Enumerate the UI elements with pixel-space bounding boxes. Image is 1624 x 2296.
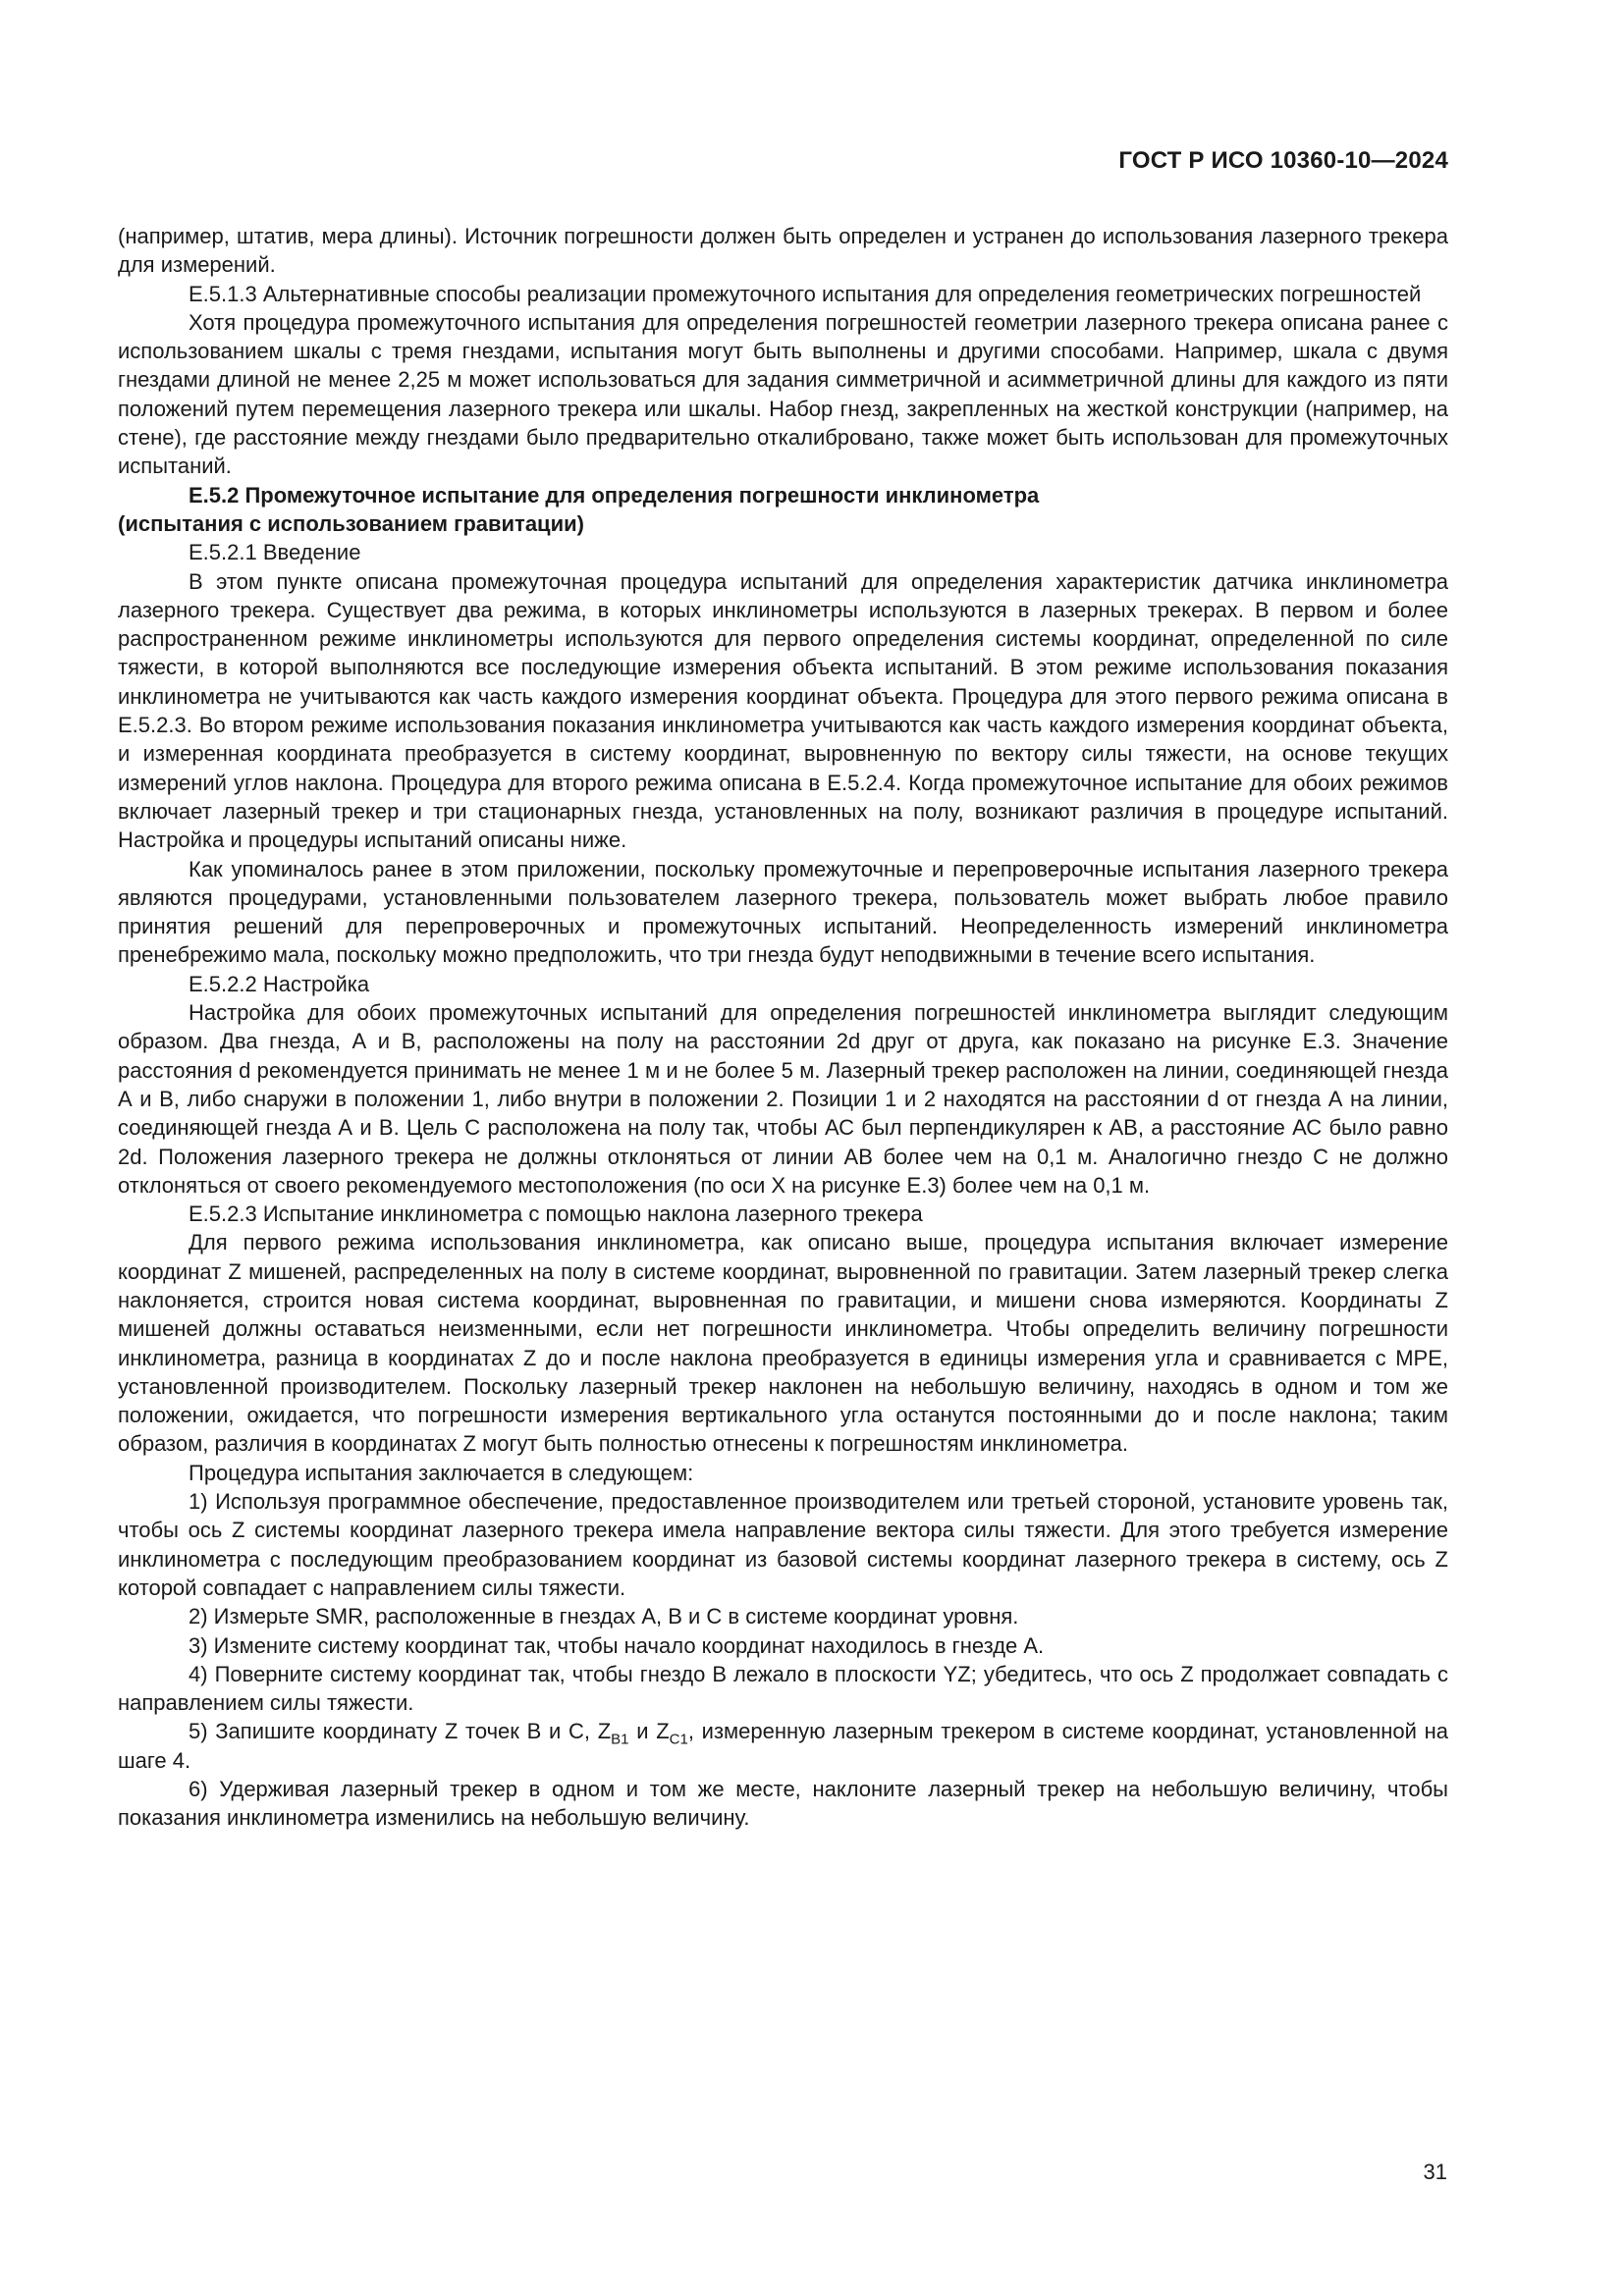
subscript: C1 bbox=[669, 1731, 688, 1748]
paragraph: Хотя процедура промежуточного испытания для определения погрешностей геометрии лазерного трекера описана ранее с использованием шкалы с тремя гнездами, испытания могут быть выполнены и другими способами. Например, шкала с двумя гнездами длиной не менее 2,25 м может использоваться для задания симметричной и асимметричной длины для каждого из пяти положений путем перемещения лазерного трекера или шкалы. Набор гнезд, закрепленных на жесткой конструкции (например, на стене), где расстояние между гнездами было предварительно откалибровано, также может быть использован для промежуточных испытаний. bbox=[118, 309, 1448, 479]
document-code: ГОСТ Р ИСО 10360-10—2024 bbox=[1118, 147, 1448, 174]
list-item: 4) Поверните систему координат так, чтобы гнездо В лежало в плоскости YZ; убедитесь, что ось Z продолжает совпадать с направлением силы тяжести. bbox=[118, 1661, 1448, 1716]
list-item: 3) Измените систему координат так, чтобы начало координат находилось в гнезде А. bbox=[189, 1632, 1045, 1658]
list-item: 2) Измерьте SMR, расположенные в гнездах А, В и С в системе координат уровня. bbox=[189, 1604, 1019, 1629]
list-item: 1) Используя программное обеспечение, предоставленное производителем или третьей стороной, установите уровень так, чтобы ось Z системы координат лазерного трекера имела направление вектора силы тяжести. Для этого требуется измерение инклинометра с последующим преобразованием координат из базовой системы координат лазерного трекера в систему, ось Z которой совпадает с направлением силы тяжести. bbox=[118, 1489, 1448, 1600]
page-number: 31 bbox=[1423, 2160, 1447, 2184]
paragraph: Как упоминалось ранее в этом приложении, поскольку промежуточные и перепроверочные испытания лазерного трекера являются процедурами, установленными пользователем лазерного трекера, пользователь может выбрать любое правило принятия решений для перепроверочных и промежуточных испытаний. Неопределенность измерений инклинометра пренебрежимо мала, поскольку можно предположить, что три гнезда будут неподвижными в течение всего испытания. bbox=[118, 856, 1448, 968]
paragraph: Процедура испытания заключается в следующем: bbox=[189, 1460, 694, 1485]
paragraph: Для первого режима использования инклинометра, как описано выше, процедура испытания включает измерение координат Z мишеней, распределенных на полу в системе координат, выровненной по гравитации. Затем лазерный трекер слегка наклоняется, строится новая система координат, выровненная по гравитации, и мишени снова измеряются. Координаты Z мишеней должны оставаться неизменными, если нет погрешности инклинометра. Чтобы определить величину погрешности инклинометра, разница в координатах Z до и после наклона преобразуется в единицы измерения угла и сравнивается с MPE, установленной производителем. Поскольку лазерный трекер наклонен на небольшую величину, находясь в одном и том же положении, ожидается, что погрешности измерения вертикального угла останутся постоянными до и после наклона; таким образом, различия в координатах Z могут быть полностью отнесены к погрешностям инклинометра. bbox=[118, 1230, 1448, 1457]
list-item: 6) Удерживая лазерный трекер в одном и том же месте, наклоните лазерный трекер на небольшую величину, чтобы показания инклинометра изменились на небольшую величину. bbox=[118, 1777, 1448, 1831]
list-item-text: 5) Запишите координату Z точек В и С, Z bbox=[189, 1719, 612, 1744]
clause-heading: Е.5.2.2 Настройка bbox=[189, 971, 370, 996]
paragraph: В этом пункте описана промежуточная процедура испытаний для определения характеристик датчика инклинометра лазерного трекера. Существует два режима, в которых инклинометры используются в лазерных трекерах. В первом и более распространенном режиме инклинометры используются для первого определения системы координат, определенной по силе тяжести, в которой выполняются все последующие измерения объекта испытаний. В этом режиме использования показания инклинометра не учитываются как часть каждого измерения координат объекта. Процедура для этого первого режима описана в Е.5.2.3. Во втором режиме использования показания инклинометра учитываются как часть каждого измерения координат объекта, и измеренная координата преобразуется в систему координат, выровненную по вектору силы тяжести, на основе текущих измерений углов наклона. Процедура для второго режима описана в Е.5.2.4. Когда промежуточное испытание для обоих режимов включает лазерный трекер и три стационарных гнезда, установленных на полу, возникают различия в процедуре испытаний. Настройка и процедуры испытаний описаны ниже. bbox=[118, 568, 1448, 853]
page-body bbox=[118, 222, 1448, 1833]
paragraph: Настройка для обоих промежуточных испытаний для определения погрешностей инклинометра выглядит следующим образом. Два гнезда, А и В, расположены на полу на расстоянии 2d друг от друга, как показано на рисунке Е.3. Значение расстояния d рекомендуется принимать не менее 1 м и не более 5 м. Лазерный трекер расположен на линии, соединяющей гнезда А и В, либо снаружи в положении 1, либо внутри в положении 2. Позиции 1 и 2 находятся на расстоянии d от гнезда А на линии, соединяющей гнезда А и В. Цель С расположена на полу так, чтобы АС был перпендикулярен к АВ, а расстояние АС было равно 2d. Положения лазерного трекера не должны отклоняться от линии АВ более чем на 0,1 м. Аналогично гнездо С не должно отклоняться от своего рекомендуемого местоположения (по оси X на рисунке Е.3) более чем на 0,1 м. bbox=[118, 1000, 1448, 1198]
section-heading-continuation: (испытания с использованием гравитации) bbox=[118, 510, 584, 536]
list-item-text: , измеренную лазерным трекером в системе координат, установленной на шаге 4. bbox=[118, 1719, 1449, 1773]
paragraph: (например, штатив, мера длины). Источник погрешности должен быть определен и устранен до использования лазерного трекера для измерений. bbox=[118, 224, 1448, 278]
list-item-text: и Z bbox=[628, 1719, 670, 1744]
clause-heading: Е.5.2.1 Введение bbox=[189, 540, 361, 565]
subscript: B1 bbox=[611, 1731, 629, 1748]
list-item bbox=[118, 1717, 1448, 1775]
section-heading: Е.5.2 Промежуточное испытание для определения погрешности инклинометра bbox=[189, 482, 1040, 507]
clause-heading: Е.5.1.3 Альтернативные способы реализации промежуточного испытания для определения геометрических погрешностей bbox=[189, 281, 1422, 306]
clause-heading: Е.5.2.3 Испытание инклинометра с помощью наклона лазерного трекера bbox=[189, 1201, 923, 1227]
